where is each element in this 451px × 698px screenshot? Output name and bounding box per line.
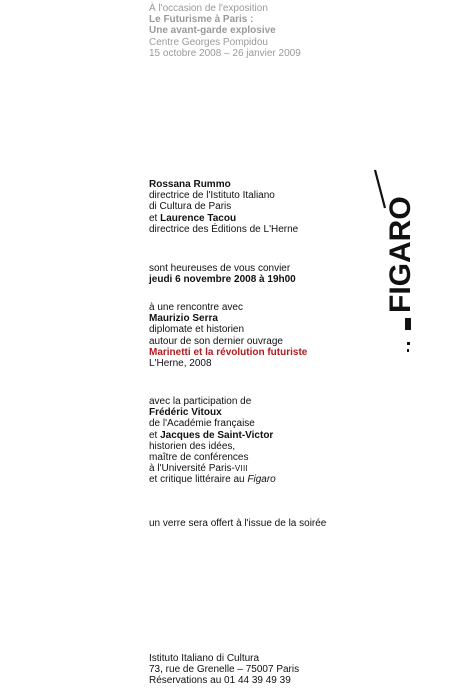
speaker-last-name: Serra [192,313,218,325]
participant2-name: Jacques de Saint-Victor [160,429,274,441]
host1-role-line2: di Cultura de Paris [149,201,232,213]
participant2-role-line2: maître de conférences [149,452,249,464]
host2-role: directrice des Éditions de L'Herne [149,223,299,235]
participant2-role-line4 [149,474,379,485]
reception-text: un verre sera offert à l'issue de la soirée [149,518,327,529]
participant2-role-line3 [149,463,379,474]
participant2-name-line [149,430,379,441]
invitation-section [149,263,379,285]
participant-connector: et [149,429,161,441]
speaker-role-line1: diplomate et historien [149,324,245,336]
host2-name-line [149,213,379,224]
book-publisher: L'Herne, 2008 [149,358,212,370]
host2-first-name: Laurence [160,212,205,224]
host1-name [149,179,379,190]
exhibition-intro: À l'occasion de l'exposition [149,3,268,14]
exhibition-dates: 15 octobre 2008 – 26 janvier 2009 [149,47,301,59]
newspaper-name: Figaro [247,474,276,486]
participation-section [149,396,379,486]
exhibition-header [149,3,379,59]
figaro-dot [407,349,409,352]
institute-name: Istituto Italiano di Cultura [149,653,260,664]
university-numeral: VIII [234,464,249,474]
host1-role-line1: directrice de l'Istituto Italiano [149,190,275,202]
speaker-name [149,313,379,324]
host1-last-name: Rummo [193,179,231,190]
figaro-dot [407,342,410,345]
figaro-word-graphic: FIGARO [384,196,417,313]
exhibition-venue: Centre Georges Pompidou [149,36,268,48]
host1-first-name: Rossana [149,179,191,190]
invitation-text: sont heureuses de vous convier [149,263,291,274]
speaker-role-line2: autour de son dernier ouvrage [149,335,283,347]
institute-address: 73, rue de Grenelle – 75007 Paris [149,664,300,676]
participant1-name [149,407,379,418]
book-title: Marinetti et la révolution futuriste [149,346,308,358]
reception-note [149,518,379,529]
participation-intro: avec la participation de [149,396,252,407]
participant2-role-line1: historien des idées, [149,440,236,452]
exhibition-title: Le Futurisme à Paris : [149,14,254,26]
event-date: jeudi 6 novembre 2008 à 19h00 [149,274,296,286]
figaro-masthead-graphic [372,168,422,358]
host2-last-name: Tacou [207,212,237,224]
participant1-role: de l'Académie française [149,418,255,430]
reservation-phone: Réservations au 01 44 39 49 39 [149,675,291,687]
host-connector: et [149,212,161,224]
meeting-intro: à une rencontre avec [149,302,243,313]
meeting-section [149,302,379,369]
participant1-first-name: Frédéric [149,407,189,419]
participant1-last-name: Vitoux [191,407,222,419]
exhibition-subtitle: Une avant-garde explosive [149,25,276,37]
speaker-first-name: Maurizio [149,313,190,325]
critic-prefix: et critique littéraire au [149,474,248,486]
host2-name [160,213,236,224]
hosts-section [149,179,379,235]
institute-footer [149,653,379,687]
figaro-fragment [405,318,411,330]
university-prefix: à l'Université Paris- [149,463,235,475]
